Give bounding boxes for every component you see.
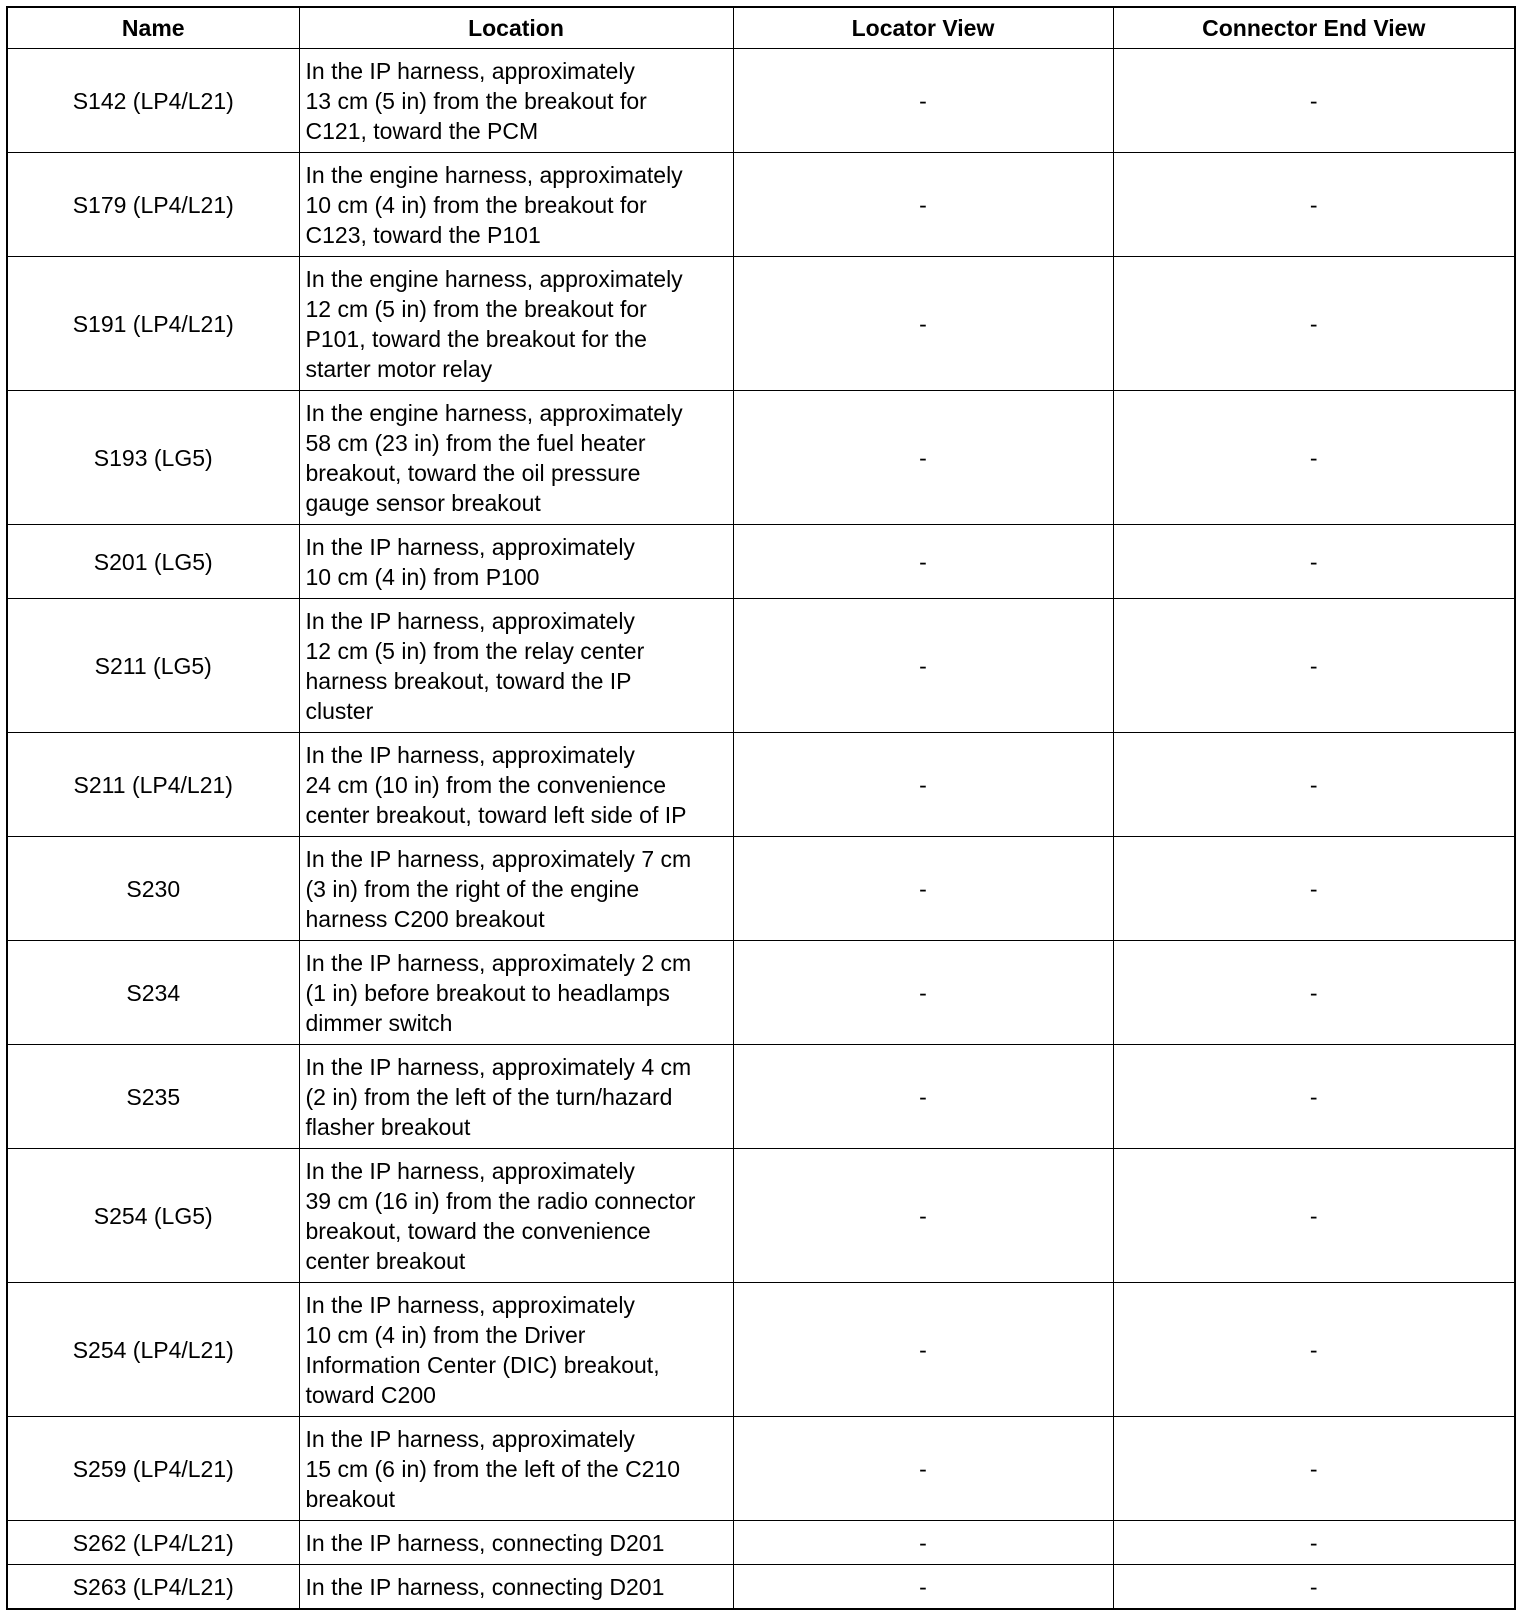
- locator-view-cell: -: [733, 49, 1113, 153]
- table-row: [7, 525, 1515, 599]
- splice-location: In the IP harness, approximately 4 cm (2 in) from the left of the turn/hazard flasher breakout: [299, 1045, 733, 1149]
- splice-location: In the engine harness, approximately 58 cm (23 in) from the fuel heater breakout, toward the oil pressure gauge sensor breakout: [299, 391, 733, 525]
- header-connector-end-view: Connector End View: [1113, 7, 1515, 49]
- splice-location: In the IP harness, approximately 10 cm (4 in) from the Driver Information Center (DIC) breakout, toward C200: [299, 1283, 733, 1417]
- splice-name: S211 (LG5): [7, 599, 299, 733]
- splice-location: In the IP harness, approximately 24 cm (10 in) from the convenience center breakout, toward left side of IP: [299, 733, 733, 837]
- header-row: [7, 7, 1515, 49]
- table-row: [7, 1565, 1515, 1610]
- splice-location: In the IP harness, approximately 7 cm (3 in) from the right of the engine harness C200 breakout: [299, 837, 733, 941]
- locator-view-cell: -: [733, 1417, 1113, 1521]
- locator-view-cell: -: [733, 733, 1113, 837]
- locator-view-cell: -: [733, 1045, 1113, 1149]
- connector-end-view-cell: -: [1113, 257, 1515, 391]
- locator-view-cell: -: [733, 1565, 1113, 1610]
- splice-location: In the IP harness, approximately 15 cm (6 in) from the left of the C210 breakout: [299, 1417, 733, 1521]
- splice-location: In the IP harness, connecting D201: [299, 1521, 733, 1565]
- connector-end-view-cell: -: [1113, 1417, 1515, 1521]
- locator-view-cell: -: [733, 391, 1113, 525]
- table-row: [7, 1283, 1515, 1417]
- locator-view-cell: -: [733, 1521, 1113, 1565]
- locator-view-cell: -: [733, 599, 1113, 733]
- locator-view-cell: -: [733, 525, 1113, 599]
- locator-view-cell: -: [733, 1149, 1113, 1283]
- table-row: [7, 153, 1515, 257]
- splice-location: In the IP harness, approximately 12 cm (5 in) from the relay center harness breakout, toward the IP cluster: [299, 599, 733, 733]
- locator-view-cell: -: [733, 257, 1113, 391]
- table-row: [7, 1045, 1515, 1149]
- locator-view-cell: -: [733, 1283, 1113, 1417]
- connector-end-view-cell: -: [1113, 1045, 1515, 1149]
- splice-location: In the IP harness, approximately 13 cm (5 in) from the breakout for C121, toward the PCM: [299, 49, 733, 153]
- splice-name: S262 (LP4/L21): [7, 1521, 299, 1565]
- table-row: [7, 1521, 1515, 1565]
- splice-name: S254 (LG5): [7, 1149, 299, 1283]
- splice-name: S230: [7, 837, 299, 941]
- locator-view-cell: -: [733, 837, 1113, 941]
- connector-end-view-cell: -: [1113, 1283, 1515, 1417]
- splice-name: S254 (LP4/L21): [7, 1283, 299, 1417]
- splice-name: S191 (LP4/L21): [7, 257, 299, 391]
- table-row: [7, 837, 1515, 941]
- connector-end-view-cell: -: [1113, 49, 1515, 153]
- locator-view-cell: -: [733, 941, 1113, 1045]
- splice-name: S259 (LP4/L21): [7, 1417, 299, 1521]
- splice-name: S263 (LP4/L21): [7, 1565, 299, 1610]
- header-name: Name: [7, 7, 299, 49]
- splice-name: S234: [7, 941, 299, 1045]
- table-row: [7, 391, 1515, 525]
- connector-end-view-cell: -: [1113, 733, 1515, 837]
- splice-name: S201 (LG5): [7, 525, 299, 599]
- table-row: [7, 733, 1515, 837]
- connector-end-view-cell: -: [1113, 1149, 1515, 1283]
- connector-end-view-cell: -: [1113, 525, 1515, 599]
- splice-location-table: [6, 6, 1516, 1610]
- splice-name: S179 (LP4/L21): [7, 153, 299, 257]
- connector-end-view-cell: -: [1113, 1521, 1515, 1565]
- header-locator-view: Locator View: [733, 7, 1113, 49]
- table-row: [7, 1417, 1515, 1521]
- connector-end-view-cell: -: [1113, 1565, 1515, 1610]
- table-row: [7, 599, 1515, 733]
- connector-end-view-cell: -: [1113, 599, 1515, 733]
- splice-name: S142 (LP4/L21): [7, 49, 299, 153]
- splice-location: In the IP harness, approximately 39 cm (16 in) from the radio connector breakout, toward the convenience center breakout: [299, 1149, 733, 1283]
- connector-end-view-cell: -: [1113, 391, 1515, 525]
- connector-end-view-cell: -: [1113, 837, 1515, 941]
- table-row: [7, 257, 1515, 391]
- connector-end-view-cell: -: [1113, 941, 1515, 1045]
- table-row: [7, 941, 1515, 1045]
- table-row: [7, 49, 1515, 153]
- table-row: [7, 1149, 1515, 1283]
- splice-location: In the IP harness, approximately 10 cm (4 in) from P100: [299, 525, 733, 599]
- header-location: Location: [299, 7, 733, 49]
- splice-name: S211 (LP4/L21): [7, 733, 299, 837]
- locator-view-cell: -: [733, 153, 1113, 257]
- splice-name: S193 (LG5): [7, 391, 299, 525]
- connector-end-view-cell: -: [1113, 153, 1515, 257]
- splice-location: In the IP harness, connecting D201: [299, 1565, 733, 1610]
- splice-location: In the IP harness, approximately 2 cm (1 in) before breakout to headlamps dimmer switch: [299, 941, 733, 1045]
- splice-location: In the engine harness, approximately 10 cm (4 in) from the breakout for C123, toward the P101: [299, 153, 733, 257]
- splice-name: S235: [7, 1045, 299, 1149]
- splice-location: In the engine harness, approximately 12 cm (5 in) from the breakout for P101, toward the breakout for the starter motor relay: [299, 257, 733, 391]
